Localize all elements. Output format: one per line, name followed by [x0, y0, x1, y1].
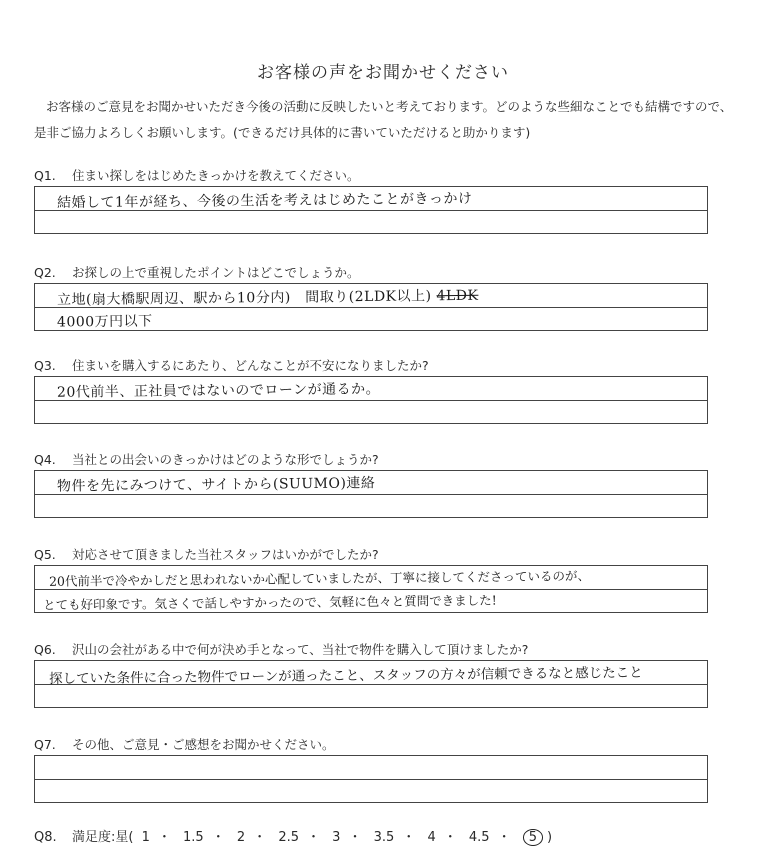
answer-line: 結婚して1年が経ち、今後の生活を考えはじめたことがきっかけ — [56, 190, 473, 212]
rating-option-1[interactable]: 1 — [141, 830, 150, 845]
question-text: 対応させて頂きました当社スタッフはいかがでしたか? — [72, 547, 379, 562]
ruled-line — [35, 779, 707, 780]
question-6 — [34, 640, 528, 658]
question-number: Q5. — [34, 547, 56, 562]
question-number: Q4. — [34, 452, 56, 467]
ruled-line — [35, 589, 707, 590]
question-number: Q7. — [34, 737, 56, 752]
rating-label: 満足度:星( — [72, 830, 134, 845]
answer-box-3[interactable] — [34, 376, 708, 424]
question-number: Q2. — [34, 265, 56, 280]
answer-box-5[interactable] — [34, 565, 708, 613]
question-number: Q3. — [34, 358, 56, 373]
question-3 — [34, 356, 429, 374]
answer-line: 4000万円以下 — [56, 313, 153, 331]
rating-option-1-5[interactable]: 1.5 — [183, 830, 204, 845]
intro-text: お客様のご意見をお聞かせいただき今後の活動に反映したいと考えております。どのような些細なことでも結構ですので、是非ご協力よろしくお願いします。(できるだけ具体的に書いていただけると助かります) — [34, 99, 733, 140]
question-text: 住まい探しをはじめたきっかけを教えてください。 — [72, 168, 360, 183]
answer-box-1[interactable] — [34, 186, 708, 234]
answer-line: とても好印象です。気さくで話しやすかったので、気軽に色々と質問できました! — [42, 592, 497, 613]
answer-box-7[interactable] — [34, 755, 708, 803]
struck-text: 4LDK — [436, 287, 479, 305]
question-text: その他、ご意見・ご感想をお聞かせください。 — [72, 737, 335, 752]
answer-box-2[interactable] — [34, 283, 708, 331]
answer-line: 20代前半、正社員ではないのでローンが通るか。 — [56, 381, 381, 401]
question-1 — [34, 166, 360, 184]
answer-line — [57, 285, 479, 309]
rating-option-3-5[interactable]: 3.5 — [373, 830, 395, 845]
satisfaction-rating: Q8. 満足度:星( 1 ・ 1.5 ・ 2 ・ 2.5 ・ 3 ・ 3.5 ・ 4 ・ 4.5 ・ 5 ) — [34, 830, 553, 845]
rating-option-5-selected[interactable]: 5 — [523, 829, 543, 846]
rating-option-4-5[interactable]: 4.5 — [468, 830, 490, 845]
question-text: 沢山の会社がある中で何が決め手となって、当社で物件を購入して頂けましたか? — [72, 642, 529, 657]
question-5 — [34, 545, 379, 563]
question-number: Q1. — [34, 168, 56, 183]
answer-box-6[interactable] — [34, 660, 708, 708]
rating-option-4[interactable]: 4 — [427, 830, 436, 845]
question-number: Q8. — [34, 830, 57, 845]
answer-line: 探していた条件に合った物件でローンが通ったこと、スタッフの方々が信頼できるなと感じたこと — [48, 664, 643, 688]
question-text: お探しの上で重視したポイントはどこでしょうか。 — [72, 265, 360, 280]
question-number: Q6. — [34, 642, 56, 657]
answer-line: 物件を先にみつけて、サイトから(SUUMO)連絡 — [56, 475, 376, 495]
question-4 — [34, 450, 379, 468]
rating-option-2[interactable]: 2 — [236, 830, 246, 845]
rating-close: ) — [547, 830, 553, 845]
question-7 — [34, 735, 335, 753]
page-title: お客様の声をお聞かせください — [257, 63, 509, 83]
answer-text: 立地(扇大橋駅周辺、駅から10分内) 間取り(2LDK以上) — [56, 288, 432, 309]
question-text: 住まいを購入するにあたり、どんなことが不安になりましたか? — [72, 358, 429, 373]
answer-line: 20代前半で冷やかしだと思われないか心配していましたが、丁寧に接してくださっているのが、 — [48, 568, 590, 589]
rating-option-2-5[interactable]: 2.5 — [278, 830, 299, 845]
question-text: 当社との出会いのきっかけはどのような形でしょうか? — [72, 452, 379, 467]
question-2 — [34, 263, 360, 281]
rating-option-3[interactable]: 3 — [332, 830, 341, 845]
answer-box-4[interactable] — [34, 470, 708, 518]
